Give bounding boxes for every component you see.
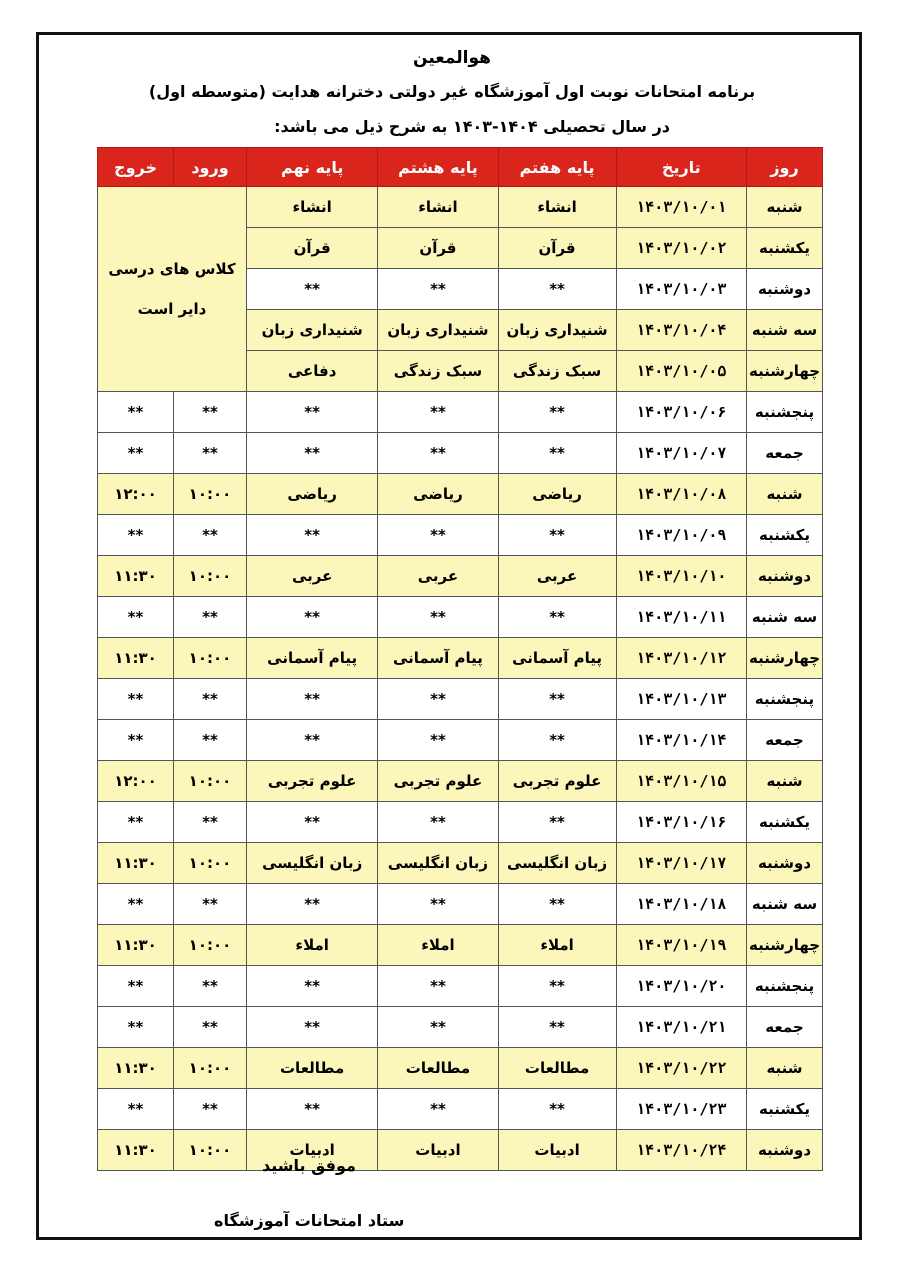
cell-grade7: زبان انگلیسی — [498, 843, 616, 884]
cell-grade9: ** — [246, 720, 377, 761]
cell-grade8: انشاء — [378, 187, 498, 228]
table-row — [98, 187, 823, 228]
cell-date: ۱۴۰۳/۱۰/۰۸ — [616, 474, 746, 515]
cell-grade7: مطالعات — [498, 1048, 616, 1089]
cell-grade9: مطالعات — [246, 1048, 377, 1089]
cell-date: ۱۴۰۳/۱۰/۲۲ — [616, 1048, 746, 1089]
cell-exit: ۱۱:۳۰ — [98, 1048, 174, 1089]
cell-grade9: عربی — [246, 556, 377, 597]
cell-day: سه شنبه — [747, 884, 823, 925]
column-header-grade9: پایه نهم — [246, 148, 377, 187]
closing-wish: موفق باشید — [262, 1156, 356, 1175]
cell-entry: ۱۰:۰۰ — [174, 761, 247, 802]
cell-grade7: ** — [498, 392, 616, 433]
cell-date: ۱۴۰۳/۱۰/۱۰ — [616, 556, 746, 597]
cell-entry: ** — [174, 597, 247, 638]
cell-grade8: ** — [378, 597, 498, 638]
cell-exit: ** — [98, 884, 174, 925]
cell-grade9: زبان انگلیسی — [246, 843, 377, 884]
page-title: برنامه امتحانات نوبت اول آموزشگاه غیر دولتی دخترانه هدایت (متوسطه اول) — [148, 82, 756, 101]
cell-grade8: شنیداری زبان — [378, 310, 498, 351]
table-row — [98, 474, 823, 515]
cell-grade9: ریاضی — [246, 474, 377, 515]
cell-grade8: علوم تجربی — [378, 761, 498, 802]
cell-entry: ** — [174, 433, 247, 474]
cell-day: یکشنبه — [747, 228, 823, 269]
cell-grade8: ** — [378, 269, 498, 310]
cell-grade8: ** — [378, 1089, 498, 1130]
cell-grade9: ** — [246, 269, 377, 310]
cell-date: ۱۴۰۳/۱۰/۰۱ — [616, 187, 746, 228]
table-header-row — [98, 148, 823, 187]
cell-grade8: ** — [378, 433, 498, 474]
column-header-day: روز — [747, 148, 823, 187]
cell-day: جمعه — [747, 433, 823, 474]
cell-grade9: علوم تجربی — [246, 761, 377, 802]
table-row — [98, 802, 823, 843]
table-body — [98, 187, 823, 1171]
cell-entry: ۱۰:۰۰ — [174, 1048, 247, 1089]
cell-grade9: پیام آسمانی — [246, 638, 377, 679]
cell-date: ۱۴۰۳/۱۰/۲۱ — [616, 1007, 746, 1048]
cell-grade8: ** — [378, 966, 498, 1007]
cell-date: ۱۴۰۳/۱۰/۲۰ — [616, 966, 746, 1007]
cell-day: چهارشنبه — [747, 925, 823, 966]
cell-entry: ۱۰:۰۰ — [174, 843, 247, 884]
cell-entry: ** — [174, 1089, 247, 1130]
cell-grade7: ** — [498, 515, 616, 556]
cell-day: شنبه — [747, 761, 823, 802]
cell-grade8: ** — [378, 884, 498, 925]
cell-grade8: عربی — [378, 556, 498, 597]
cell-exit: ۱۱:۳۰ — [98, 556, 174, 597]
cell-grade8: املاء — [378, 925, 498, 966]
cell-grade7: علوم تجربی — [498, 761, 616, 802]
page-heading: هوالمعین — [413, 48, 491, 68]
exam-schedule-table — [97, 147, 823, 1171]
signature-line: ستاد امتحانات آموزشگاه — [214, 1211, 405, 1230]
cell-exit: ۱۱:۳۰ — [98, 925, 174, 966]
cell-date: ۱۴۰۳/۱۰/۰۴ — [616, 310, 746, 351]
cell-grade9: ** — [246, 433, 377, 474]
cell-day: یکشنبه — [747, 802, 823, 843]
cell-entry: ۱۰:۰۰ — [174, 1130, 247, 1171]
cell-grade7: ** — [498, 1089, 616, 1130]
cell-day: سه شنبه — [747, 597, 823, 638]
cell-entry: ۱۰:۰۰ — [174, 638, 247, 679]
cell-grade9: ادبیات — [246, 1130, 377, 1171]
cell-exit: ** — [98, 515, 174, 556]
cell-grade8: سبک زندگی — [378, 351, 498, 392]
column-header-grade7: پایه هفتم — [498, 148, 616, 187]
cell-grade9: ** — [246, 679, 377, 720]
table-row — [98, 638, 823, 679]
table-row — [98, 515, 823, 556]
cell-day: چهارشنبه — [747, 638, 823, 679]
cell-day: چهارشنبه — [747, 351, 823, 392]
cell-grade8: زبان انگلیسی — [378, 843, 498, 884]
table-row — [98, 843, 823, 884]
cell-date: ۱۴۰۳/۱۰/۱۸ — [616, 884, 746, 925]
cell-grade7: ** — [498, 802, 616, 843]
table-row — [98, 597, 823, 638]
cell-date: ۱۴۰۳/۱۰/۱۲ — [616, 638, 746, 679]
cell-entry: ۱۰:۰۰ — [174, 556, 247, 597]
cell-grade8: ریاضی — [378, 474, 498, 515]
page-subtitle: در سال تحصیلی ۱۴۰۴-۱۴۰۳ به شرح ذیل می باشد: — [274, 117, 670, 136]
classes-in-session-note: کلاس های درسی دایر است — [98, 187, 247, 392]
cell-exit: ۱۱:۳۰ — [98, 638, 174, 679]
cell-grade7: ادبیات — [498, 1130, 616, 1171]
cell-day: پنجشنبه — [747, 679, 823, 720]
cell-day: دوشنبه — [747, 269, 823, 310]
cell-grade8: ادبیات — [378, 1130, 498, 1171]
cell-entry: ** — [174, 1007, 247, 1048]
table-row — [98, 720, 823, 761]
cell-exit: ** — [98, 1089, 174, 1130]
cell-grade9: ** — [246, 884, 377, 925]
cell-date: ۱۴۰۳/۱۰/۰۷ — [616, 433, 746, 474]
cell-entry: ** — [174, 966, 247, 1007]
cell-entry: ۱۰:۰۰ — [174, 474, 247, 515]
cell-grade7: پیام آسمانی — [498, 638, 616, 679]
table-row — [98, 1007, 823, 1048]
cell-date: ۱۴۰۳/۱۰/۱۷ — [616, 843, 746, 884]
cell-day: جمعه — [747, 1007, 823, 1048]
cell-grade7: املاء — [498, 925, 616, 966]
cell-day: شنبه — [747, 474, 823, 515]
cell-grade7: ** — [498, 966, 616, 1007]
cell-exit: ** — [98, 802, 174, 843]
cell-exit: ** — [98, 679, 174, 720]
cell-grade8: ** — [378, 515, 498, 556]
cell-day: سه شنبه — [747, 310, 823, 351]
column-header-entry: ورود — [174, 148, 247, 187]
cell-exit: ۱۱:۳۰ — [98, 1130, 174, 1171]
cell-entry: ۱۰:۰۰ — [174, 925, 247, 966]
cell-grade8: ** — [378, 1007, 498, 1048]
table-row — [98, 392, 823, 433]
cell-grade9: ** — [246, 802, 377, 843]
cell-grade9: ** — [246, 1089, 377, 1130]
cell-exit: ** — [98, 720, 174, 761]
cell-exit: ۱۱:۳۰ — [98, 843, 174, 884]
cell-day: جمعه — [747, 720, 823, 761]
table-row — [98, 433, 823, 474]
table-row — [98, 925, 823, 966]
cell-day: پنجشنبه — [747, 966, 823, 1007]
cell-grade9: ** — [246, 966, 377, 1007]
cell-entry: ** — [174, 679, 247, 720]
cell-entry: ** — [174, 392, 247, 433]
cell-grade8: ** — [378, 679, 498, 720]
cell-grade7: انشاء — [498, 187, 616, 228]
cell-date: ۱۴۰۳/۱۰/۰۲ — [616, 228, 746, 269]
cell-grade8: ** — [378, 802, 498, 843]
cell-exit: ۱۲:۰۰ — [98, 474, 174, 515]
cell-grade7: ** — [498, 1007, 616, 1048]
cell-grade8: مطالعات — [378, 1048, 498, 1089]
cell-exit: ** — [98, 433, 174, 474]
cell-day: دوشنبه — [747, 843, 823, 884]
cell-grade9: املاء — [246, 925, 377, 966]
table-row — [98, 761, 823, 802]
table-row — [98, 1089, 823, 1130]
cell-date: ۱۴۰۳/۱۰/۱۵ — [616, 761, 746, 802]
cell-grade7: ** — [498, 433, 616, 474]
cell-grade9: دفاعی — [246, 351, 377, 392]
column-header-exit: خروج — [98, 148, 174, 187]
cell-date: ۱۴۰۳/۱۰/۱۱ — [616, 597, 746, 638]
cell-grade7: ** — [498, 269, 616, 310]
table-row — [98, 556, 823, 597]
cell-date: ۱۴۰۳/۱۰/۰۶ — [616, 392, 746, 433]
cell-grade8: ** — [378, 392, 498, 433]
cell-date: ۱۴۰۳/۱۰/۰۳ — [616, 269, 746, 310]
cell-grade9: ** — [246, 1007, 377, 1048]
cell-grade7: سبک زندگی — [498, 351, 616, 392]
cell-day: دوشنبه — [747, 1130, 823, 1171]
table-row — [98, 1048, 823, 1089]
cell-date: ۱۴۰۳/۱۰/۲۴ — [616, 1130, 746, 1171]
cell-day: شنبه — [747, 1048, 823, 1089]
cell-grade8: پیام آسمانی — [378, 638, 498, 679]
cell-grade9: شنیداری زبان — [246, 310, 377, 351]
cell-grade8: قرآن — [378, 228, 498, 269]
cell-day: دوشنبه — [747, 556, 823, 597]
cell-entry: ** — [174, 884, 247, 925]
cell-exit: ** — [98, 392, 174, 433]
cell-grade9: ** — [246, 597, 377, 638]
cell-exit: ۱۲:۰۰ — [98, 761, 174, 802]
cell-day: شنبه — [747, 187, 823, 228]
column-header-grade8: پایه هشتم — [378, 148, 498, 187]
cell-grade7: ** — [498, 679, 616, 720]
cell-grade8: ** — [378, 720, 498, 761]
cell-grade9: انشاء — [246, 187, 377, 228]
cell-grade7: قرآن — [498, 228, 616, 269]
cell-date: ۱۴۰۳/۱۰/۲۳ — [616, 1089, 746, 1130]
cell-entry: ** — [174, 802, 247, 843]
cell-date: ۱۴۰۳/۱۰/۱۶ — [616, 802, 746, 843]
cell-grade7: ریاضی — [498, 474, 616, 515]
cell-grade7: ** — [498, 597, 616, 638]
table-row — [98, 679, 823, 720]
cell-entry: ** — [174, 515, 247, 556]
cell-date: ۱۴۰۳/۱۰/۱۳ — [616, 679, 746, 720]
cell-grade9: ** — [246, 392, 377, 433]
cell-grade9: قرآن — [246, 228, 377, 269]
table-row — [98, 966, 823, 1007]
cell-grade7: ** — [498, 884, 616, 925]
cell-date: ۱۴۰۳/۱۰/۱۴ — [616, 720, 746, 761]
cell-grade7: عربی — [498, 556, 616, 597]
cell-date: ۱۴۰۳/۱۰/۱۹ — [616, 925, 746, 966]
table-row — [98, 1130, 823, 1171]
cell-day: یکشنبه — [747, 1089, 823, 1130]
cell-entry: ** — [174, 720, 247, 761]
table-row — [98, 884, 823, 925]
cell-grade7: شنیداری زبان — [498, 310, 616, 351]
cell-exit: ** — [98, 1007, 174, 1048]
cell-date: ۱۴۰۳/۱۰/۰۵ — [616, 351, 746, 392]
cell-day: یکشنبه — [747, 515, 823, 556]
cell-day: پنجشنبه — [747, 392, 823, 433]
cell-exit: ** — [98, 966, 174, 1007]
column-header-date: تاریخ — [616, 148, 746, 187]
cell-grade7: ** — [498, 720, 616, 761]
cell-grade9: ** — [246, 515, 377, 556]
cell-exit: ** — [98, 597, 174, 638]
cell-date: ۱۴۰۳/۱۰/۰۹ — [616, 515, 746, 556]
